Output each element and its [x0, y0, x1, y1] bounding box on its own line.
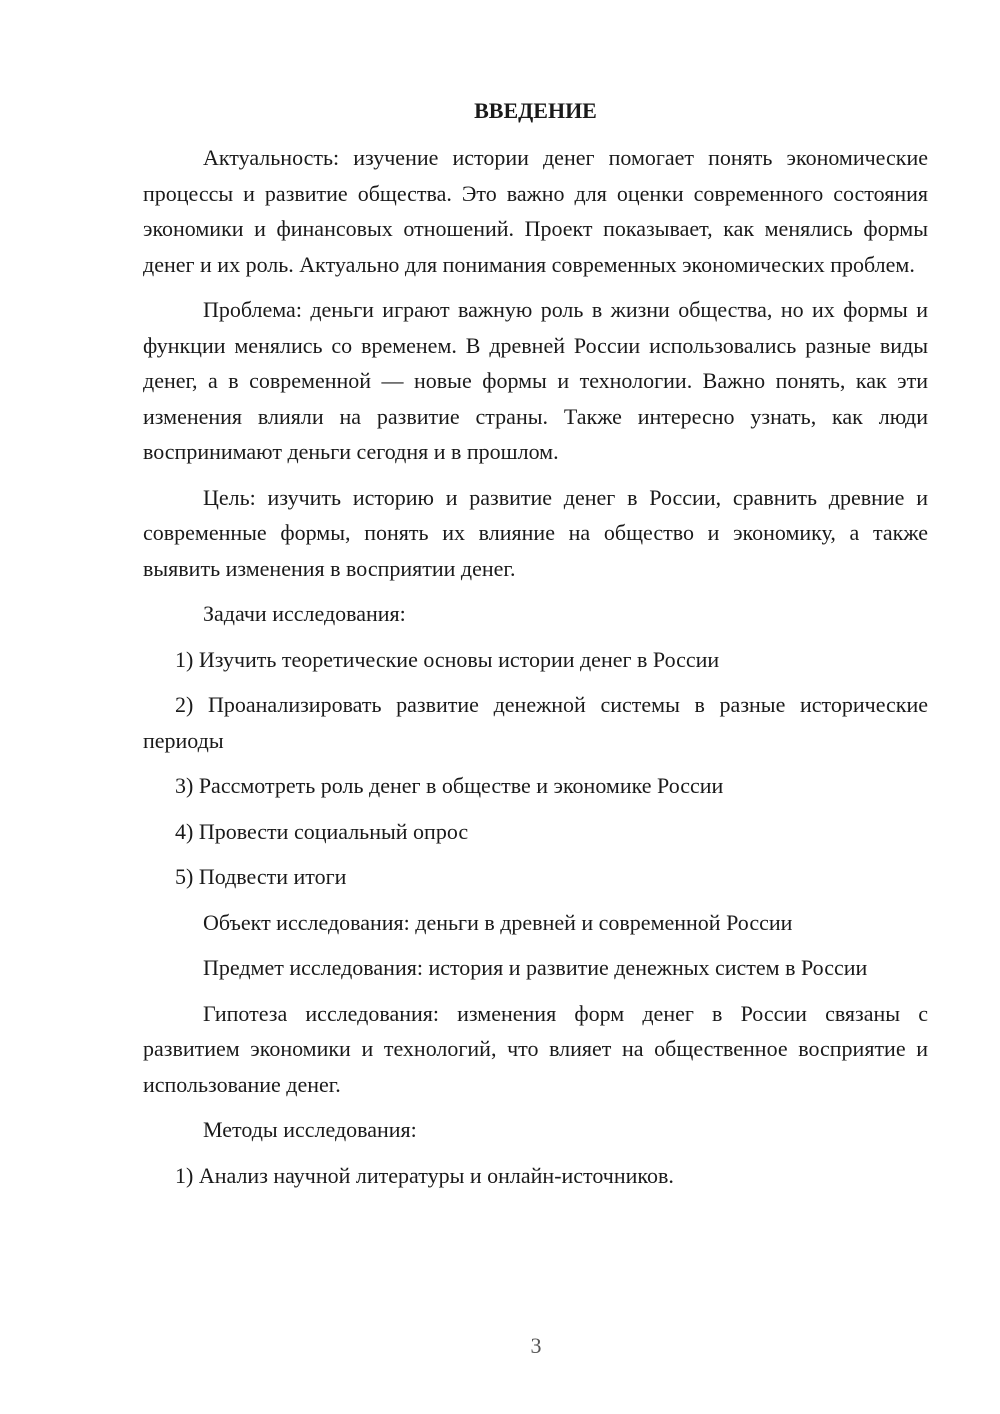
goal-paragraph: Цель: изучить историю и развитие денег в России, сравнить древние и современные формы, понять их влияние на общество и экономику, а также выявить изменения в восприятии денег. [143, 484, 928, 581]
subject-paragraph: Предмет исследования: история и развитие денежных систем в России [203, 955, 868, 980]
task-item: 2) Проанализировать развитие денежной системы в разные исторические периоды [143, 692, 928, 753]
problem-paragraph: Проблема: деньги играют важную роль в жизни общества, но их формы и функции менялись со временем. В древней России использовались разные виды денег, а в современной — новые формы и технологии. Важно понять, как эти изменения влияли на развитие страны. Также интересно узнать, как люди воспринимают деньги сегодня и в прошлом. [143, 297, 928, 464]
task-item: 4) Провести социальный опрос [175, 818, 469, 844]
tasks-heading: Задачи исследования: [203, 601, 406, 626]
relevance-paragraph: Актуальность: изучение истории денег помогает понять экономические процессы и развитие общества. Это важно для оценки современного состояния экономики и финансовых отношений. Проект показывает, как менялись формы денег и их роль. Актуально для понимания современных экономических проблем. [143, 145, 928, 277]
task-item: 3) Рассмотреть роль денег в обществе и экономике России [175, 773, 724, 798]
object-paragraph: Объект исследования: деньги в древней и современной России [203, 909, 793, 935]
method-item: 1) Анализ научной литературы и онлайн-источников. [175, 1162, 674, 1188]
section-title: ВВЕДЕНИЕ [474, 98, 597, 123]
hypothesis-paragraph: Гипотеза исследования: изменения форм денег в России связаны с развитием экономики и технологий, что влияет на общественное восприятие и использование денег. [143, 1000, 928, 1097]
page-content [143, 96, 928, 1203]
methods-heading: Методы исследования: [203, 1117, 417, 1142]
task-item: 1) Изучить теоретические основы истории денег в России [175, 646, 720, 672]
page-number: 3 [530, 1333, 542, 1358]
task-item: 5) Подвести итоги [175, 864, 347, 889]
